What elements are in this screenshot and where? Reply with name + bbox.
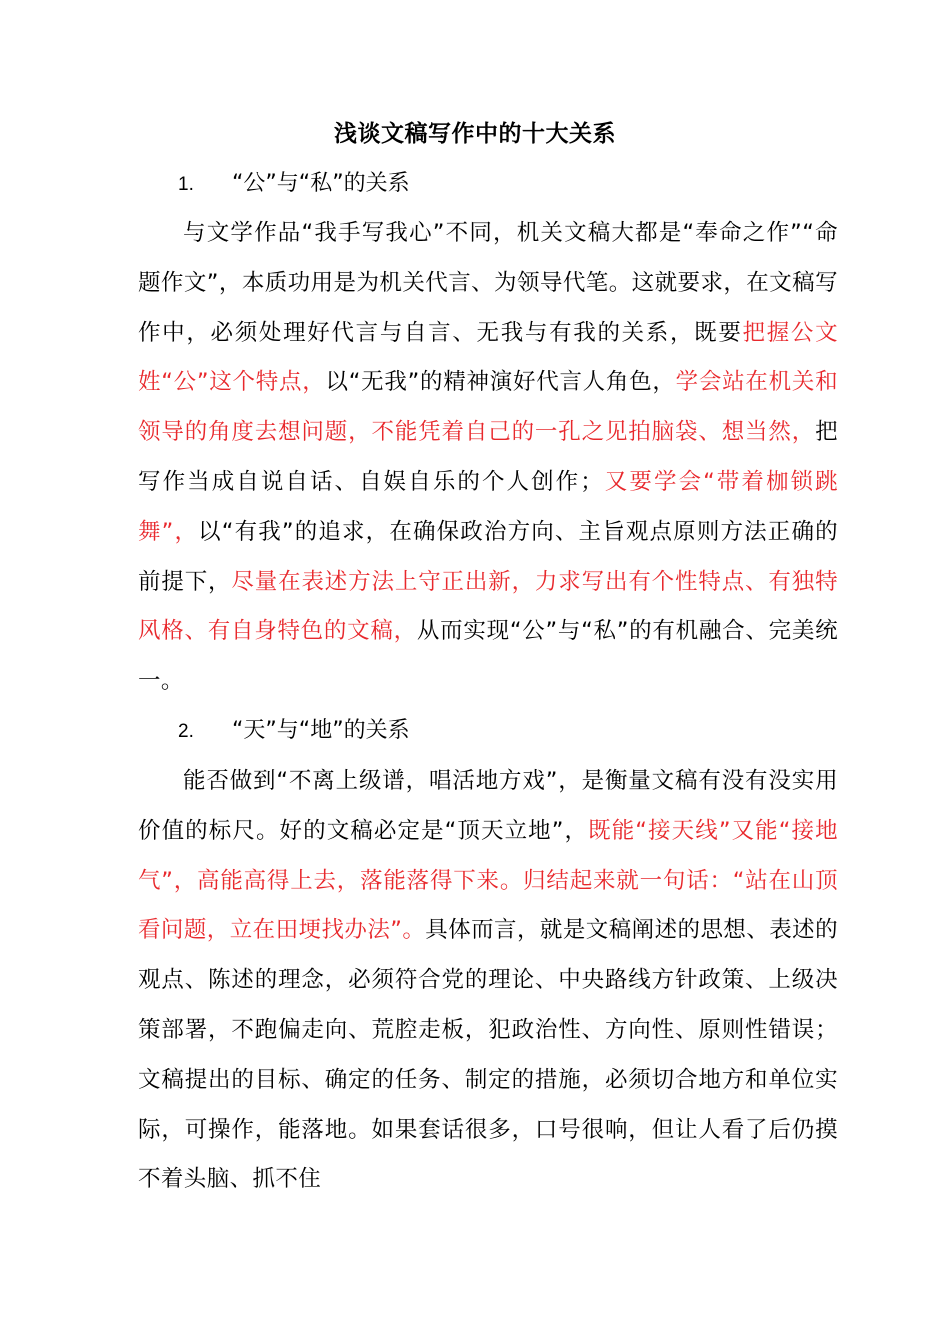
document-title: 浅谈文稿写作中的十大关系 [334, 121, 616, 147]
text-run: 能否做到“不离上级谱，唱活地方戏”，是衡量文稿有没有没实用价值的标尺。好的文稿必定是“顶天立地”， [138, 768, 838, 844]
text-run: 从而实现“公”与“私”的有机融合、完美统一。 [138, 618, 838, 695]
text-run: 把写作当成自说自话、自娱自乐的个人创作； [138, 419, 838, 495]
highlighted-text-run: 尽量在表述方法上守正出新，力求写出有个性特点、有独特风格、有自身特色的文稿， [138, 568, 839, 645]
text-run: 具体而言，就是文稿阐述的思想、表述的观点、陈述的理念，必须符合党的理论、中央路线方针政策、上级决策部署，不跑偏走向、荒腔走板，犯政治性、方向性、原则性错误；文稿提出的目标、确定的任务、制定的措施，必须切合地方和单位实际，可操作，能落地。如果套话很多，口号很响，但让人看了后仍摸不着头脑、抓不住 [138, 917, 838, 1193]
highlighted-text-run: 把握公文姓“公”这个特点， [138, 319, 838, 396]
section-paragraph-1 [138, 209, 838, 707]
section-number: 2. [178, 721, 194, 742]
highlighted-text-run: 既能“接天线”又能“接地气”，高能高得上去，落能落得下来。归结起来就一句话：“站在山顶看问题，立在田埂找办法”。 [138, 817, 838, 944]
section-heading-2 [178, 713, 410, 750]
text-run: 以“无我”的精神演好代言人角色， [325, 369, 676, 396]
text-run: 与文学作品“我手写我心”不同，机关文稿大都是“奉命之作”“命题作文”，本质功用是为机关代言、为领导代笔。这就要求，在文稿写作中，必须处理好代言与自言、无我与有我的关系，既要 [138, 220, 838, 346]
section-paragraph-2 [138, 757, 838, 1205]
section-number: 1. [178, 174, 194, 195]
section-heading-text: “公”与“私”的关系 [232, 171, 410, 196]
highlighted-text-run: 又要学会“带着枷锁跳舞”， [138, 468, 838, 545]
section-heading-text: “天”与“地”的关系 [232, 718, 410, 743]
text-run: 以“有我”的追求，在确保政治方向、主旨观点原则方法正确的前提下， [138, 518, 839, 595]
highlighted-text-run: 学会站在机关和领导的角度去想问题，不能凭着自己的一孔之见拍脑袋、想当然， [138, 369, 838, 446]
section-heading-1 [178, 166, 410, 203]
